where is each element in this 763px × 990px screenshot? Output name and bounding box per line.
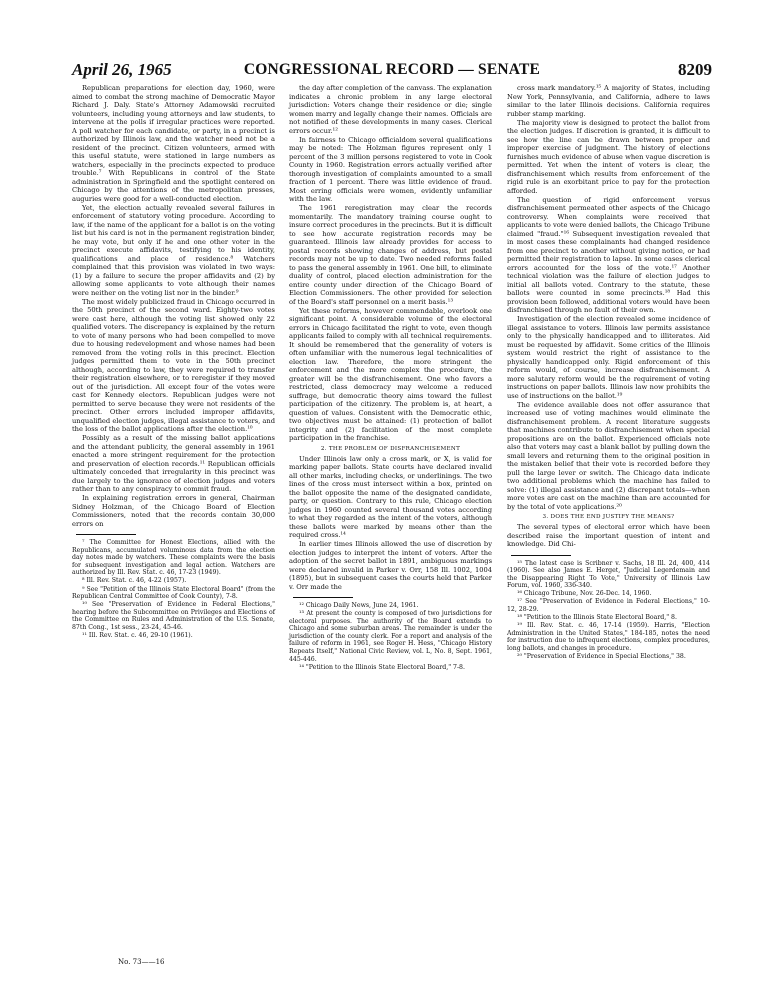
paragraph: In fairness to Chicago officialdom several qualifications may be noted: The Holzman figures represent only 1 percent of the 3 million persons registered to vote in Cook County in 1960. Registration errors actually verified after thorough investigation of complaints amounted to a small fraction of 1 percent. There was little evidence of fraud. Most erring officials were women, evidently unfamiliar with the law. <box>289 135 492 203</box>
column-2 <box>289 84 492 672</box>
paragraph: The several types of electoral error which have been described raise the important question of intent and knowledge. Did Chi- <box>507 523 710 548</box>
paragraph: the day after completion of the canvass. The explanation indicates a chronic problem in any large electoral jurisdiction: Voters change their residence or die; single women marry and legally change their names. Officials are not notified of these developments in many cases. Clerical errors occur.¹² <box>289 84 492 135</box>
header-title: CONGRESSIONAL RECORD — SENATE <box>243 61 541 78</box>
footnote: ¹⁵ The latest case is Scribner v. Sachs, 18 Ill. 2d, 400, 414 (1960). See also James E. Herget, "Judicial Legerdemain and the Disappearing Right To Vote," University of Illinois Law Forum, vol. 1960, 336-340. <box>507 559 710 590</box>
paragraph: Investigation of the election revealed some incidence of illegal assistance to voters. Illinois law permits assistance only to the physically handicapped and to illiterates. Aid must be requested by affidavit. Some critics of the Illinois system would restrict the right of assistance to the physically handicapped only. Rigid enforcement of this reform would, of course, increase disfranchisement. A more salutary reform would be the requirement of voting instructions on paper ballots. Illinois law now prohibits the use of instructions on the ballot.¹⁹ <box>507 315 710 400</box>
footnote: ¹⁴ "Petition to the Illinois State Electoral Board," 7-8. <box>299 663 465 671</box>
footnote-divider <box>76 534 136 535</box>
document-number: No. 73——16 <box>118 958 165 966</box>
paragraph: Possibly as a result of the missing ballot applications and the attendant publicity, the general assembly in 1961 enacted a more stringent requirement for the protection and preservation of election records.¹¹ Republican officials ultimately conceded that irregularity in this precinct was due largely to the ignorance of election judges and voters rather than to any conspiracy to commit fraud. <box>72 434 275 493</box>
footnote: ⁷ The Committee for Honest Elections, allied with the Republicans, accumulated voluminous data from the election day notes made by watchers. These complaints were the basis for subsequent investigation and legal action. Watchers are authorized by Ill. Rev. Stat. c. 46, 17-23 (1949). <box>72 539 275 577</box>
header-date: April 26, 1965 <box>72 60 172 79</box>
paragraph: Under Illinois law only a cross mark, or X, is valid for marking paper ballots. State courts have declared invalid all other marks, including checks, or underlinings. The two lines of the cross must intersect within a box, printed on the ballot opposite the name of the designated candidate, party, or question. Contrary to this rule, Chicago election judges in 1960 counted several thousand votes according to what they regarded as the intent of the voters, although these ballots were marked by means other than the required cross.¹⁴ <box>289 454 492 539</box>
footnote: ⁹ See "Petition of the Illinois State Electoral Board" (from the Republican Central Committee of Cook County), 7-8. <box>72 585 275 601</box>
footnote: ¹¹ Ill. Rev. Stat. c. 46, 29-10 (1961). <box>82 632 193 640</box>
footnote: ¹⁷ See "Preservation of Evidence in Federal Elections," 10-12, 28-29. <box>507 598 710 614</box>
paragraph: In earlier times Illinois allowed the use of discretion by election judges to interpret the intent of voters. After the adoption of the secret ballot in 1891, ambiguous markings were declared invalid in Parker v. Orr, 158 Ill. 1002, 1004 (1895), but in subsequent cases the courts held that Parker v. Orr made the <box>289 540 492 591</box>
paragraph: Republican preparations for election day, 1960, were aimed to combat the strong machine of Democratic Mayor Richard J. Daly. State's Attorney Adamowski recruited volunteers, including young attorneys and law students, to intervene at the polls if irregular practices were reported. A poll watcher for each candidate, or party, in a precinct is authorized by Illinois law, and the watcher need not be a resident of the precinct. Citizen volunteers, armed with this useful statute, were stationed in large numbers as watchers, especially in the precincts expected to produce trouble.⁷ With Republicans in control of the State administration in Springfield and the spotlight centered on Chicago by the attentions of the metropolitan presses, auguries were good for a well-conducted election. <box>72 84 275 203</box>
footnote: ¹⁹ Ill. Rev. Stat. c. 46, 17-14 (1959). Harris, "Election Administration in the United States," 184-185, notes the need for instruction due to infrequent elections, complex procedures, long ballots, and changes in procedure. <box>507 622 710 653</box>
column-1 <box>72 84 275 640</box>
section-heading: 3. DOES THE END JUSTIFY THE MEANS? <box>542 514 675 520</box>
footnote: ¹⁶ Chicago Tribune, Nov. 26-Dec. 14, 1960. <box>517 590 652 598</box>
footnote: ¹⁰ See "Preservation of Evidence in Federal Elections," hearing before the Subcommittee on Privileges and Elections of the Committee on Rules and Administration of the U.S. Senate, 87th Cong., 1st sess., 23-24, 45-46. <box>72 601 275 632</box>
paragraph: The 1961 reregistration may clear the records momentarily. The mandatory training course ought to insure correct procedures in the precincts. But it is difficult to see how accurate registration records may be guaranteed. Illinois law already provides for access to postal records showing changes of address, but postal records may not be up to date. Two needed reforms failed to pass the general assembly in 1961. One bill, to eliminate duality of control, placed election administration for the entire county under direction of the Chicago Board of Election Commissioners. The other provided for selection of the Board's staff personnel on a merit basis.¹³ <box>289 204 492 306</box>
paragraph: Yet, the election actually revealed several failures in enforcement of statutory voting procedure. According to law, if the name of the applicant for a ballot is on the voting list but his card is not in the permanent registration binder, he may vote, but only if he and one other voter in the precinct execute affidavits, testifying to his identity, qualifications and place of residence.⁸ Watchers complained that this provision was violated in two ways: (1) by a failure to secure the proper affidavits and (2) by allowing some applicants to vote although their names were neither on the voting list nor in the binder.⁹ <box>72 203 276 297</box>
paragraph: The question of rigid enforcement versus disfranchisement permeated other aspects of the Chicago controversy. When complaints were received that applicants to vote were denied ballots, the Chicago Tribune claimed "fraud."¹⁶ Subsequent investigation revealed that in most cases these complainants had changed residence from one precinct to another without giving notice, or had permitted their registration to lapse. In some cases clerical errors accounted for the loss of the vote.¹⁷ Another technical violation was the failure of election judges to initial all ballots voted. Contrary to the statute, these ballots were counted in some precincts.¹⁸ Had this provision been followed, additional voters would have been disfranchised through no fault of their own. <box>507 195 710 314</box>
footnote: ²⁰ "Preservation of Evidence in Special Elections," 38. <box>517 653 686 661</box>
column-3 <box>507 84 710 661</box>
footnote: ¹⁸ "Petition to the Illinois State Electoral Board," 8. <box>517 614 677 622</box>
footnote-divider <box>511 555 571 556</box>
section-heading: 2. THE PROBLEM OF DISFRANCHISEMENT <box>320 445 461 452</box>
footnote: ¹² Chicago Daily News, June 24, 1961. <box>299 602 419 609</box>
paragraph: In explaining registration errors in general, Chairman Sidney Holzman, of the Chicago Board of Election Commissioners, noted that the records contain 30,000 errors on <box>72 494 275 528</box>
paragraph: The evidence available does not offer assurance that increased use of voting machines would eliminate the disfranchisement problem. A recent literature suggests that machines contribute to disfranchisement when special propositions are on the ballot. Experienced officials note also that voters may cast a blank ballot by pulling down the small levers and returning them to the original position in the mistaken belief that their vote is recorded before they pull the large lever or switch. The Chicago data indicate two additional problems which the machine has failed to solve: (1) illegal assistance and (2) discrepant totals—when more votes are cast on the machine than are accounted for by the total of vote applications.²⁰ <box>507 400 710 511</box>
footnote: ¹³ At present the county is composed of two jurisdictions for electoral purposes. The authority of the Board extends to Chicago and some suburban areas. The remainder is under the jurisdiction of the county clerk. For a report and analysis of the failure of reform in 1961, see Roger H. Hess, "Chicago History Repeats Itself," National Civic Review, vol. L, No. 8, Sept. 1961, 445-446. <box>289 610 492 663</box>
header-page-number: 8209 <box>678 60 712 79</box>
page-header <box>72 60 712 82</box>
paragraph: The most widely publicized fraud in Chicago occurred in the 50th precinct of the second ward. Eighty-two votes were cast here, although the voting list showed only 22 qualified voters. The discrepancy is explained by the return to vote of many persons who had been compelled to move due to housing redevelopment and whose names had been removed from the voting rolls in this precinct. Election judges permitted them to vote in the 50th precinct although, according to law, they were required to transfer their registration elsewhere, or to reregister if they moved out of the jurisdiction. All except four of the votes were cast for Kennedy electors. Republican judges were not permitted to serve because they were not residents of the precinct. Other errors included improper affidavits, unqualified election judges, illegal assistance to voters, and the loss of the ballot applications after the election.¹⁰ <box>72 297 275 433</box>
footnote: ⁸ Ill. Rev. Stat. c. 46, 4-22 (1957). <box>82 577 187 585</box>
paragraph: Yet these reforms, however commendable, overlook one significant point. A considerable volume of the electoral errors in Chicago facilitated the right to vote, even though applicants failed to comply with all technical requirements. It should be remembered that the generality of voters is often unfamiliar with the numerous legal technicalities of election law. Therefore, the more stringent the enforcement and the more complex the procedure, the greater will be the disfranchisement. One who favors a restricted, class democracy may welcome a reduced suffrage, but democratic theory aims toward the fullest participation of the citizenry. The problem is, at heart, a question of values. Consistent with the Democratic ethic, two objectives must be attained: (1) protection of ballot integrity and (2) facilitation of the most complete participation in the franchise. <box>289 306 492 442</box>
paragraph: The majority view is designed to protect the ballot from the election judges. If discretion is granted, it is difficult to see how the line can be drawn between proper and improper exercise of judgment. The history of elections furnishes much evidence of abuse when vague discretion is permitted. Yet when the intent of voters is clear, the disfranchisement which results from enforcement of the rigid rule is an exorbitant price to pay for the protection afforded. <box>507 118 710 195</box>
footnote-divider <box>293 597 353 598</box>
paragraph: cross mark mandatory.¹⁵ A majority of States, including New York, Pennsylvania, and California, adhere to laws similar to the later Illinois decisions. California requires rubber stamp marking. <box>507 84 710 118</box>
